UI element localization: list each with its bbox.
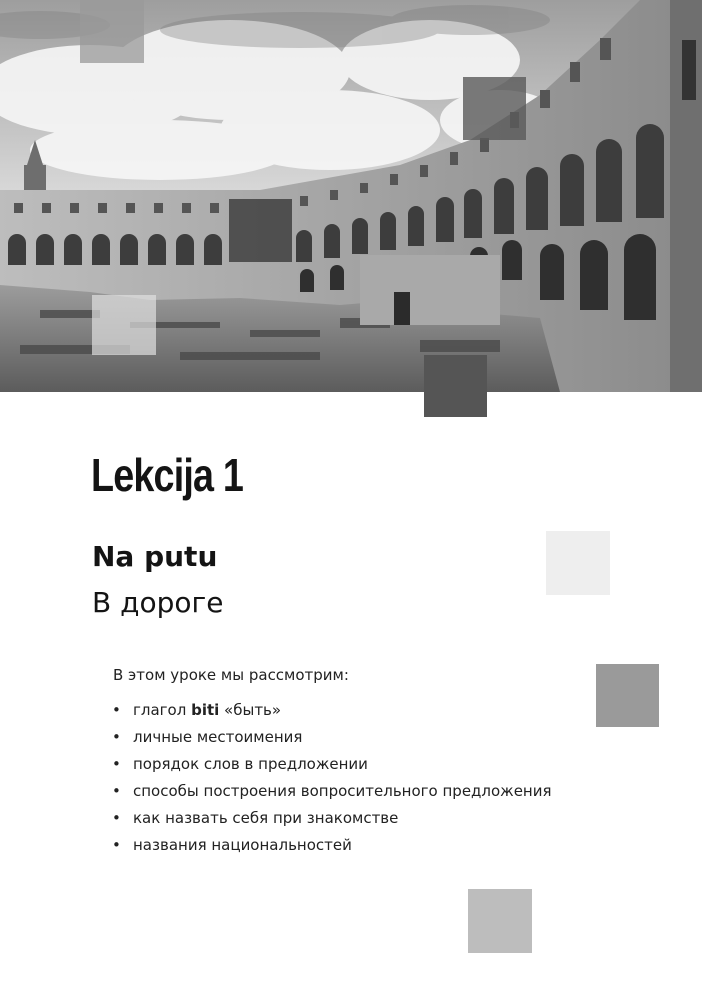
topic-item: • названия национальностей	[112, 836, 352, 854]
decor-square	[596, 664, 659, 727]
decor-square	[80, 0, 144, 63]
decor-square	[92, 295, 156, 355]
bullet-icon: •	[112, 728, 121, 746]
lesson-subtitle-russian: В дороге	[92, 586, 224, 619]
decor-square	[468, 889, 532, 953]
lesson-subtitle-croatian: Na putu	[92, 540, 218, 573]
overview-intro: В этом уроке мы рассмотрим:	[113, 666, 349, 684]
topic-item: • личные местоимения	[112, 728, 303, 746]
bullet-icon: •	[112, 809, 121, 827]
decor-square	[463, 77, 526, 140]
bullet-icon: •	[112, 701, 121, 719]
bullet-icon: •	[112, 836, 121, 854]
bullet-icon: •	[112, 782, 121, 800]
topic-item: • порядок слов в предложении	[112, 755, 368, 773]
topic-item: • как назвать себя при знакомстве	[112, 809, 399, 827]
lesson-title: Lekcija 1	[91, 449, 243, 501]
topic-item: • способы построения вопросительного предложения	[112, 782, 552, 800]
topics-list	[112, 700, 552, 862]
decor-square	[424, 355, 487, 417]
hero-photo-amphitheatre	[0, 0, 702, 392]
bullet-icon: •	[112, 755, 121, 773]
decor-square	[229, 199, 292, 262]
topic-item: • глагол biti «быть»	[112, 701, 282, 719]
decor-square	[546, 531, 610, 595]
